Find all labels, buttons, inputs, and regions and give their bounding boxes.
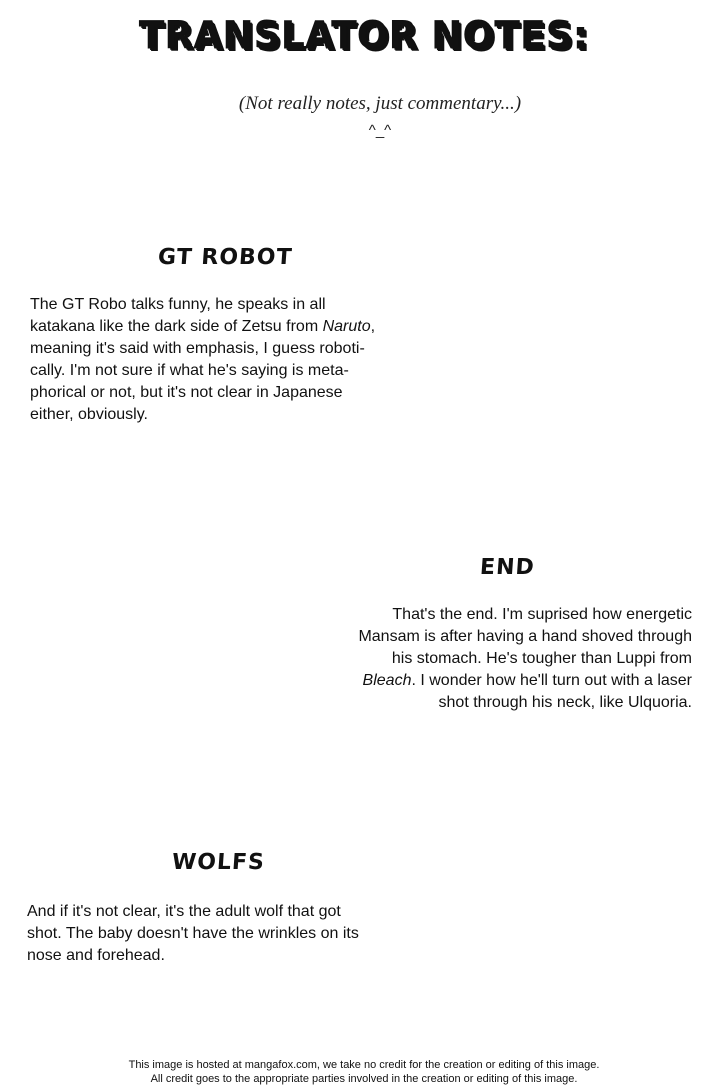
page-title: TRANSLATOR NOTES: — [139, 14, 589, 57]
emoticon: ^_^ — [368, 122, 392, 139]
text-segment: . I wonder how he'll turn out with a laser — [411, 672, 692, 689]
text-line: shot through his neck, like Ulquoria. — [438, 694, 692, 711]
text-segment: , — [370, 318, 376, 335]
text-line: Mansam is after having a hand shoved through — [358, 628, 692, 645]
text-line: cally. I'm not sure if what he's saying is meta- — [30, 362, 349, 379]
text-line: meaning it's said with emphasis, I guess roboti- — [30, 340, 365, 357]
text-line: his stomach. He's tougher than Luppi from — [391, 650, 692, 667]
section-body-end — [358, 604, 692, 714]
title-reference: Bleach — [362, 672, 412, 689]
text-line: And if it's not clear, it's the adult wolf that got — [27, 903, 341, 920]
text-line — [358, 670, 692, 692]
section-body-gt-robot — [30, 294, 375, 426]
section-body-wolfs — [27, 901, 359, 967]
text-line: phorical or not, but it's not clear in Japanese — [30, 384, 343, 401]
hosting-disclaimer — [0, 1058, 728, 1086]
text-line — [30, 316, 375, 338]
text-line: shot. The baby doesn't have the wrinkles on its — [27, 925, 359, 942]
disclaimer-line: This image is hosted at mangafox.com, we take no credit for the creation or editing of this image. — [128, 1059, 600, 1071]
title-reference: Naruto — [322, 318, 371, 335]
page-subtitle: (Not really notes, just commentary...) — [238, 93, 522, 114]
section-heading-wolfs: WOLFS — [171, 850, 266, 875]
text-segment: katakana like the dark side of Zetsu from — [30, 318, 323, 335]
text-line: either, obviously. — [30, 406, 148, 423]
section-heading-gt-robot: GT ROBOT — [157, 245, 294, 270]
text-line: nose and forehead. — [27, 947, 165, 964]
disclaimer-line: All credit goes to the appropriate parties involved in the creation or editing of this image. — [150, 1073, 578, 1085]
section-heading-end: END — [479, 555, 536, 580]
text-line: The GT Robo talks funny, he speaks in all — [30, 296, 326, 313]
text-line: That's the end. I'm suprised how energetic — [392, 606, 692, 623]
